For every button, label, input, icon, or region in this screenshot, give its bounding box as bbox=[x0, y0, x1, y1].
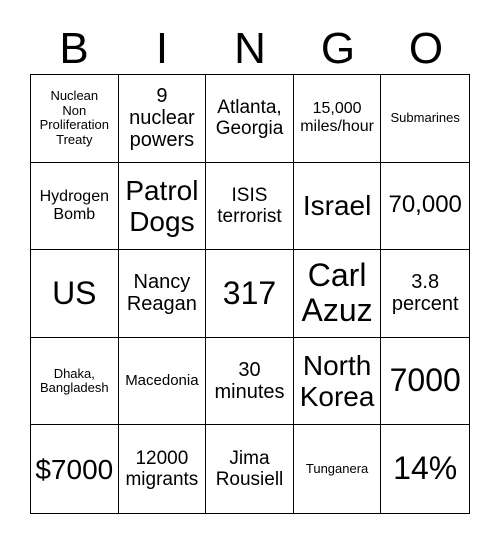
bingo-cell[interactable]: Dhaka, Bangladesh bbox=[31, 338, 119, 426]
bingo-cell[interactable]: Jima Rousiell bbox=[206, 425, 294, 513]
header-letter-b: B bbox=[59, 24, 89, 73]
bingo-cell[interactable]: North Korea bbox=[294, 338, 382, 426]
bingo-cell[interactable]: $7000 bbox=[31, 425, 119, 513]
bingo-cell[interactable]: Carl Azuz bbox=[294, 250, 382, 338]
bingo-cell[interactable]: 9 nuclear powers bbox=[119, 75, 207, 163]
header-letter-i: I bbox=[155, 24, 169, 73]
bingo-cell[interactable]: 30 minutes bbox=[206, 338, 294, 426]
bingo-cell[interactable]: Israel bbox=[294, 163, 382, 251]
bingo-cell[interactable]: Tunganera bbox=[294, 425, 382, 513]
header-letter-n: N bbox=[234, 24, 266, 73]
header-letter-g: G bbox=[320, 24, 356, 73]
header-letter-o: O bbox=[408, 24, 444, 73]
bingo-cell[interactable]: 15,000 miles/hour bbox=[294, 75, 382, 163]
bingo-cell[interactable]: Atlanta, Georgia bbox=[206, 75, 294, 163]
bingo-cell[interactable]: Patrol Dogs bbox=[119, 163, 207, 251]
bingo-cell[interactable]: Macedonia bbox=[119, 338, 207, 426]
bingo-cell[interactable]: US bbox=[31, 250, 119, 338]
bingo-cell[interactable]: ISIS terrorist bbox=[206, 163, 294, 251]
bingo-cell[interactable]: 7000 bbox=[381, 338, 469, 426]
bingo-cell[interactable]: 14% bbox=[393, 450, 458, 487]
bingo-cell[interactable]: Submarines bbox=[381, 75, 469, 163]
bingo-cell[interactable]: 317 bbox=[206, 250, 294, 338]
bingo-cell[interactable]: 12000 migrants bbox=[119, 425, 207, 513]
bingo-cell[interactable]: Nuclean Non Proliferation Treaty bbox=[31, 75, 119, 163]
bingo-header bbox=[30, 24, 470, 74]
bingo-cell[interactable]: 70,000 bbox=[381, 163, 469, 251]
bingo-cell[interactable]: Hydrogen Bomb bbox=[31, 163, 119, 251]
bingo-cell[interactable]: 3.8 percent bbox=[381, 250, 469, 338]
bingo-cell[interactable]: Nancy Reagan bbox=[119, 250, 207, 338]
bingo-card-grid bbox=[30, 74, 470, 514]
